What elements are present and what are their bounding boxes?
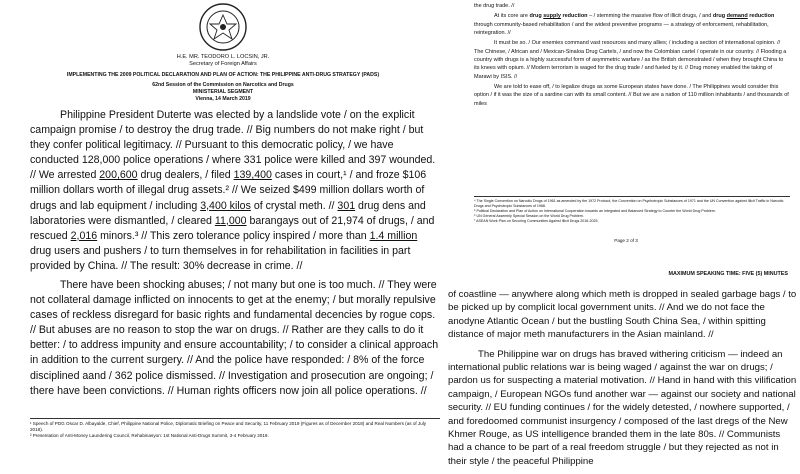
footnote-6: ⁶ UN General Assembly Special Session on the World Drug Problem. bbox=[474, 214, 584, 218]
page-2-paragraph-0: the drug trade. // bbox=[474, 3, 515, 9]
speech-title: IMPLEMENTING THE 2009 POLITICAL DECLARATION AND PLAN OF ACTION: THE PHILIPPINE ANTI-DRUG STRATEGY (PADS) bbox=[66, 72, 380, 78]
page-2-panel bbox=[452, 0, 800, 270]
paragraph-2: There have been shocking abuses; / not many but one is too much. // They were not collateral damage inflicted on innocents to get at the enemy; / but morally repulsive cases of reckless disregard for basic rights and fundamental decencies by rogue cops. // But abuses are no reason to stop the war on drugs. // Rather are they calls to do it better: / to address impunity and ensure accountability; / to consider a clinical approach in addition to the current surgery. // And the police have responded: / 8% of the force disciplined aand / 362 police dismissed. // Investigation and prosecution are ongoing; / there have been convictions. // Human rights officers now join all police operations. // bbox=[30, 279, 439, 397]
speaking-time-note: MAXIMUM SPEAKING TIME: FIVE (5) MINUTES bbox=[668, 271, 788, 277]
footnote-1: ¹ Speech of PDG Oscar D. Albayalde, Chief, Philippine National Police, Diplomatic Briefing on Peace and Security, 11 February 2019 (Figures as of December 2018) and Real Numbers (as of July 2018). bbox=[30, 421, 427, 432]
page-3-paragraph-1: of coastline — anywhere along which meth is dropped in sealed garbage bags / to be picked up by complicit local government units. // And we do not face the anodyne Atlantic Ocean / but the bustling South China Sea, / within spitting distance of major meth manufacturers in the Asian mainland. // bbox=[448, 289, 797, 341]
page-3-paragraph-2: The Philippine war on drugs has braved withering criticism — indeed an international public relations war is being waged / against the war on drugs; / pardon us for suspecting a material motivation. // Hand in hand with this vilification campaign, / European NGOs fund another war — against our society and national security. // EU funding continues / for the widely detested, / nowhere supported, / and foredoomed communist insurgency / composed of the last dregs of the New Khmer Rouge, as US intelligence branded them in the late 80s. // Communists had a chance to be part of a real freedom struggle / but they rejected as not in their style / the peaceful Philippine bbox=[448, 348, 797, 467]
page-2-footnotes bbox=[474, 196, 790, 224]
session-label: 62nd Session of the Commission on Narcotics and Drugs bbox=[152, 82, 294, 88]
page-2-paragraph-1: At its core are drug supply reduction – / stemming the massive flow of illicit drugs, / and drug demand reduction through community-based rehabilitation / and the widest preventive programs — a strategy of enforcement, rehabilitation, reintegration. // bbox=[474, 13, 775, 37]
dfa-seal-icon bbox=[198, 2, 248, 52]
segment-label: MINISTERIAL SEGMENT bbox=[192, 89, 254, 95]
footnote-5: ⁵ Political Declaration and Plan of Action on International Cooperation towards an Integrated and Balanced Strategy to Counter the World Drug Problem. bbox=[474, 209, 716, 213]
footnote-4: ⁴ The Single Convention on Narcotic Drugs of 1961 as amended by the 1972 Protocol, the Convention on Psychotropic Substances of 1971 and the UN Convention against Illicit Traffic in Narcotic Drugs and Psychotropic Substances of 1988. bbox=[474, 199, 784, 208]
place-date: Vienna, 14 March 2019 bbox=[195, 96, 251, 102]
page-3-panel bbox=[440, 280, 800, 467]
page-2-text bbox=[474, 2, 790, 110]
page-3-text bbox=[448, 288, 798, 474]
page-number: Page 2 of 3 bbox=[614, 238, 638, 243]
speaker-title: Secretary of Foreign Affairs bbox=[189, 61, 257, 67]
footnote-7: ⁷ ASEAN Work Plan on Securing Communities Against Illicit Drugs 2016-2025. bbox=[474, 219, 599, 223]
speaker-name: H.E. MR. TEODORO L. LOCSIN, JR. bbox=[176, 54, 270, 60]
footnotes bbox=[30, 418, 440, 439]
page-2-paragraph-2: It must be so. / Our enemies command vast resources and many allies; / including a section of international opinion. // The Chinese, / African and / Mexican-Sinaloa Drug Cartels, / and now the Colombian cartel / operate in our country. // Flooding a country with drugs is a highly successful form of asymmetric warfare / as the British demonstrated / when they brought China to its knees with opium. // Modern terrorism is waged for the drug trade / and fueled by it. // Drug money enabled the taking of Marawi by ISIS. // bbox=[474, 40, 787, 80]
footnote-2: ² Presentation of Anti-Money Laundering Council, Rehabinasyon: 1st National Anti-Drugs Summit, 3-4 February 2019. bbox=[30, 433, 269, 438]
page-2-paragraph-3: We are told to ease off, / to legalize drugs as some European states have done. / The Philippines would consider this option / if it was the size of a sardine can with its small content. // But we are a nation of 110 million inhabitants / and thousands of miles bbox=[474, 84, 789, 107]
paragraph-1: Philippine President Duterte was elected by a landslide vote / on the explicit campaign promise / to destroy the drug trade. // Big numbers do not make right / but they confer political legitimacy. // Pursuant to this democratic policy, / we have conducted 128,000 police operations / where 331 police were killed and 397 wounded. // We arrested 200,600 drug dealers, / filed 139,400 cases in court,¹ / and froze $106 million dollars worth of illegal drug assets.² // We seized $499 million dollars worth of drugs and lab equipment / including 3,400 kilos of crystal meth. // 301 drug dens and laboratories were dismantled, / cleared 11,000 barangays out of 21,974 of drugs, / and rescued 2,016 minors.³ // This zero tolerance policy inspired / more than 1.4 million drug users and pushers / to turn themselves in for rehabilitation in facilities in part provided by China. // The result: 30% decrease in crime. // bbox=[30, 109, 436, 272]
